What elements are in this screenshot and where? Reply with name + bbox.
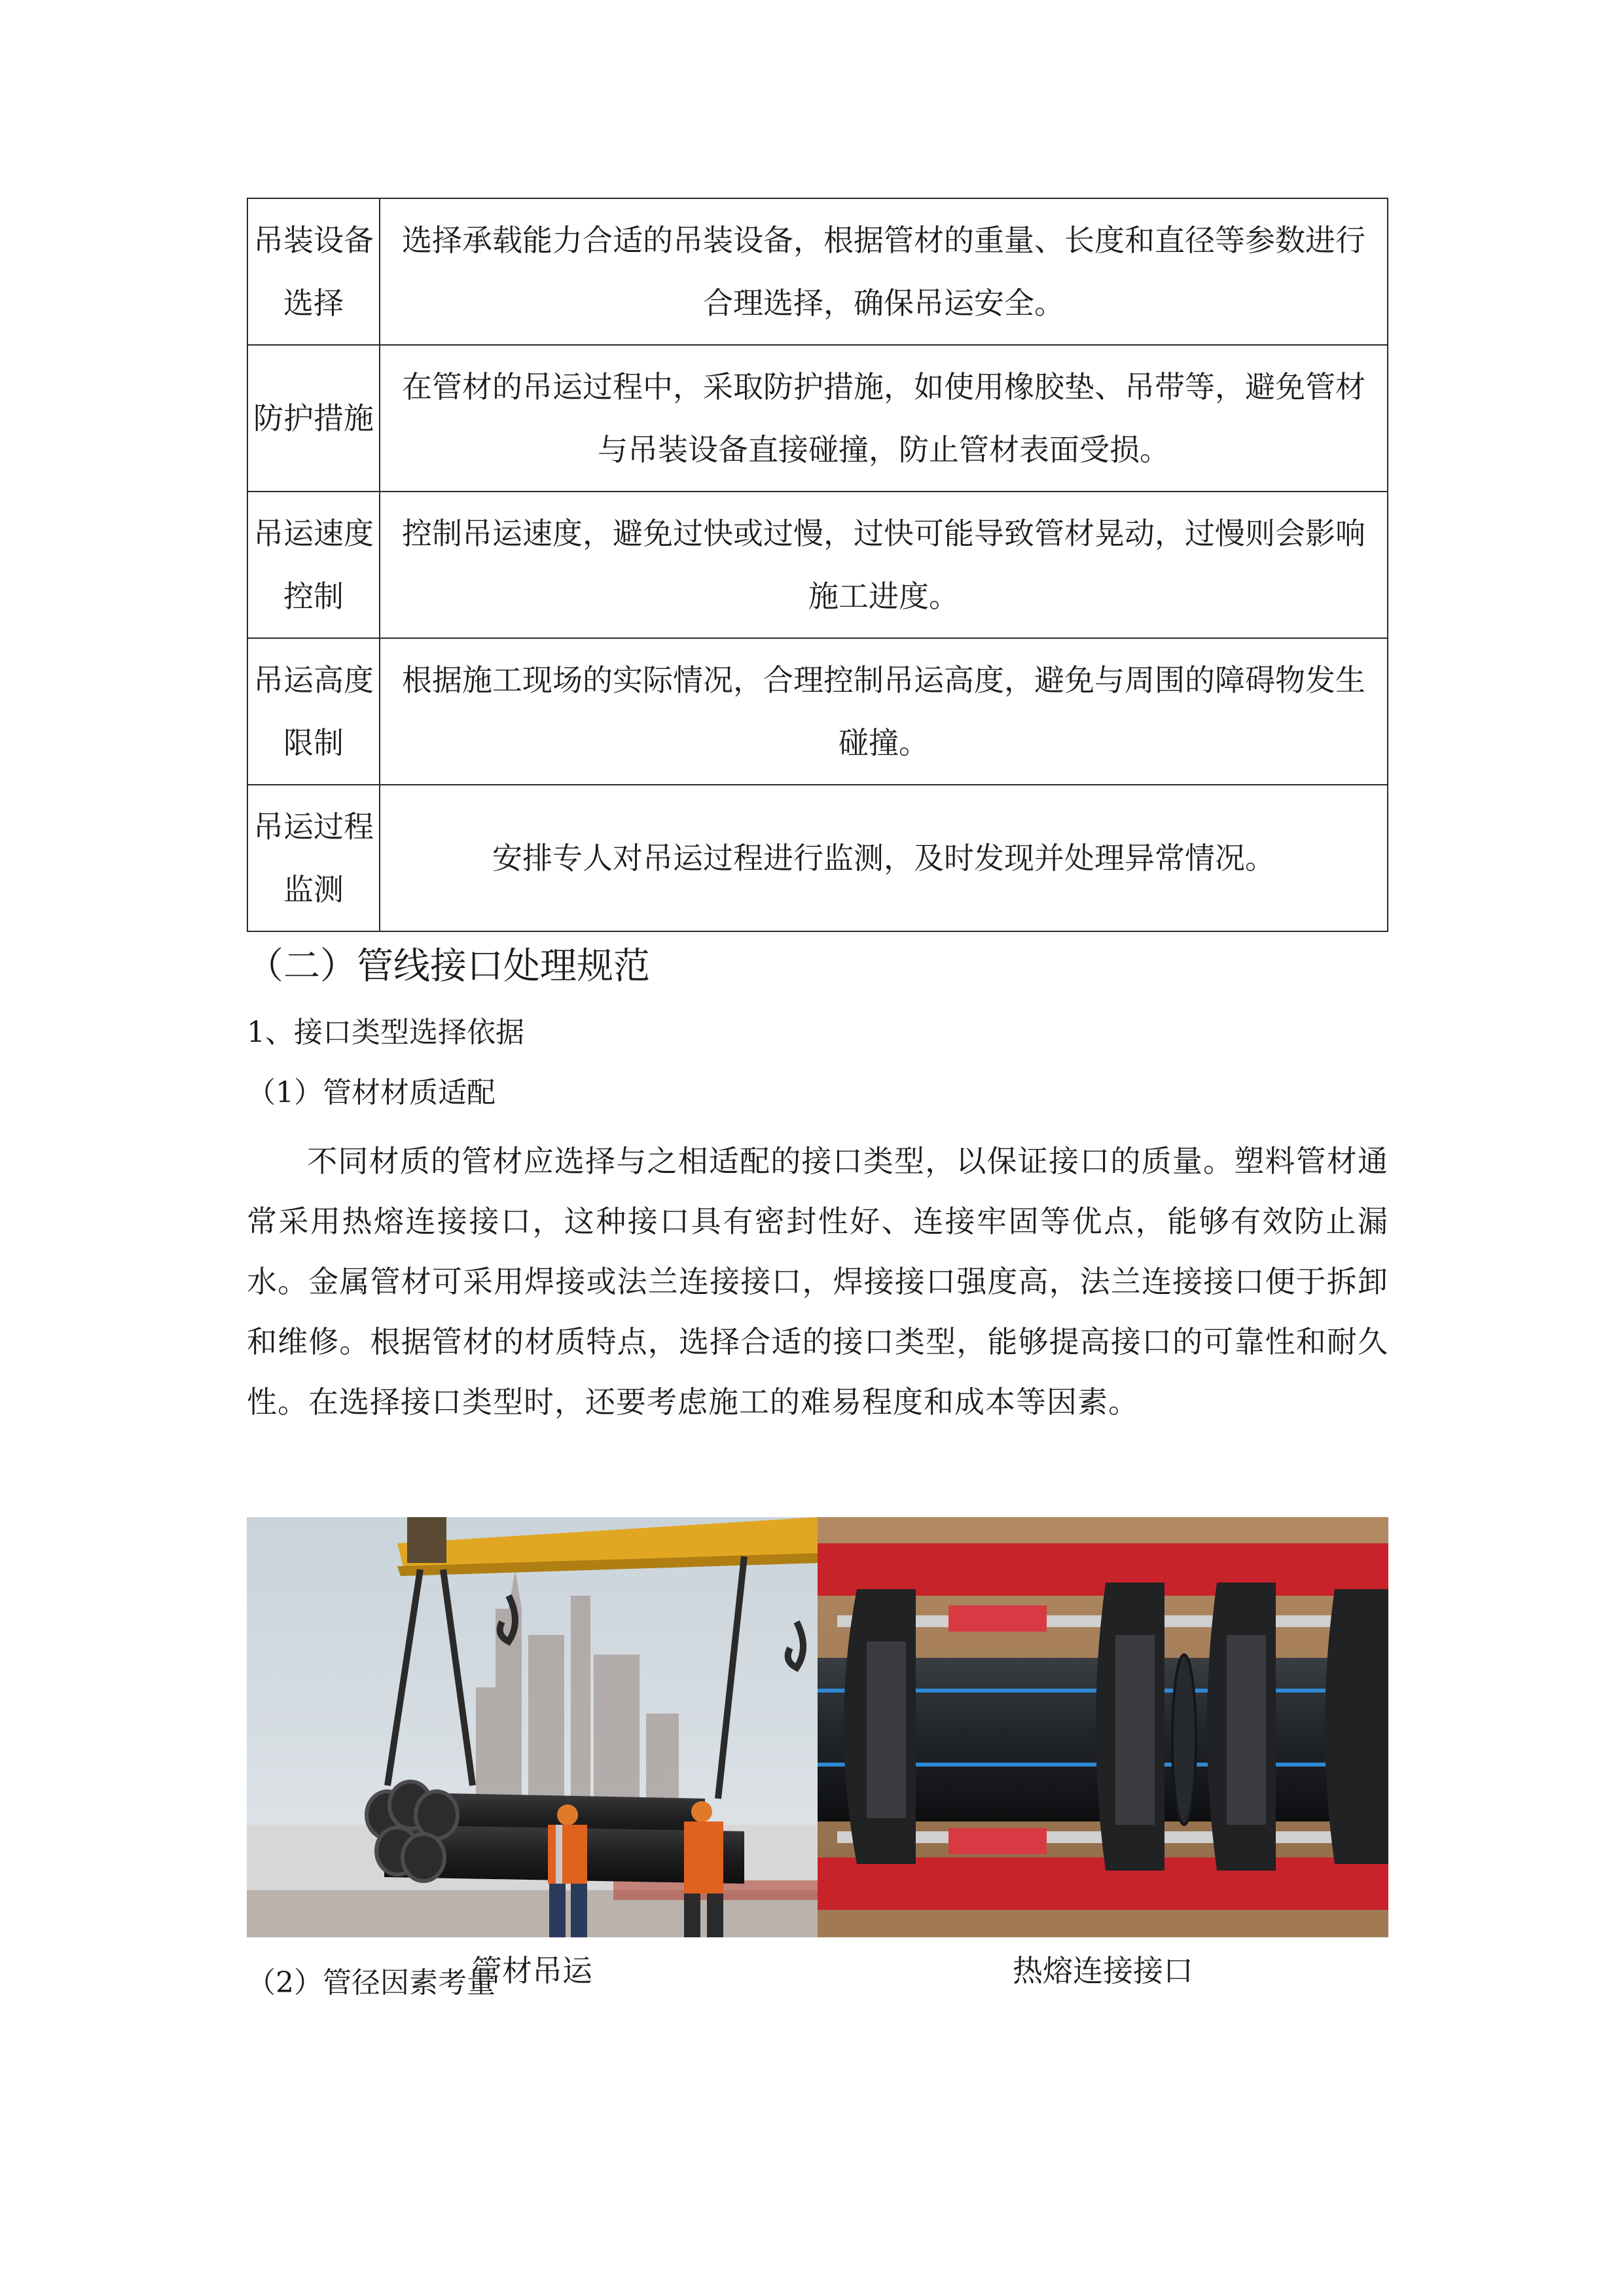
table-row: [247, 492, 1388, 638]
figure-caption-fusion: 热熔连接接口: [1013, 1953, 1193, 1988]
paragraph-text: 不同材质的管材应选择与之相适配的接口类型，以保证接口的质量。塑料管材通常采用热熔连接接口，这种接口具有密封性好、连接牢固等优点，能够有效防止漏水。金属管材可采用焊接或法兰连接接口，焊接接口强度高，法兰连接接口便于拆卸和维修。根据管材的材质特点，选择合适的接口类型，能够提高接口的可靠性和耐久性。在选择接口类型时，还要考虑施工的难易程度和成本等因素。: [247, 1143, 1388, 1420]
item-heading: （2）管径因素考量: [247, 1966, 496, 2000]
row-key: 吊装设备选择: [247, 198, 380, 345]
row-key: 吊运速度控制: [247, 492, 380, 638]
row-key: 吊运过程监测: [247, 785, 380, 931]
figure-caption-hoisting: 管材吊运: [472, 1953, 592, 1988]
item-heading: （1）管材材质适配: [247, 1076, 496, 1109]
body-paragraph: [247, 1131, 1388, 1432]
row-value: 在管材的吊运过程中，采取防护措施，如使用橡胶垫、吊带等，避免管材与吊装设备直接碰撞，防止管材表面受损。: [380, 345, 1388, 492]
table-row: [247, 345, 1388, 492]
row-value: 选择承载能力合适的吊装设备，根据管材的重量、长度和直径等参数进行合理选择，确保吊运安全。: [380, 198, 1388, 345]
table-row: [247, 785, 1388, 931]
butt-fusion-joint-photo: [818, 1517, 1388, 1937]
hoisting-spec-table: [247, 198, 1388, 932]
row-key: 防护措施: [247, 345, 380, 492]
table-row: [247, 198, 1388, 345]
row-value: 根据施工现场的实际情况，合理控制吊运高度，避免与周围的障碍物发生碰撞。: [380, 638, 1388, 785]
row-key: 吊运高度限制: [247, 638, 380, 785]
subsection-heading: 1、接口类型选择依据: [247, 1016, 524, 1049]
row-value: 安排专人对吊运过程进行监测，及时发现并处理异常情况。: [380, 785, 1388, 931]
section-heading: （二）管线接口处理规范: [247, 945, 650, 988]
pipe-hoisting-photo: [247, 1517, 818, 1937]
table-row: [247, 638, 1388, 785]
row-value: 控制吊运速度，避免过快或过慢，过快可能导致管材晃动，过慢则会影响施工进度。: [380, 492, 1388, 638]
